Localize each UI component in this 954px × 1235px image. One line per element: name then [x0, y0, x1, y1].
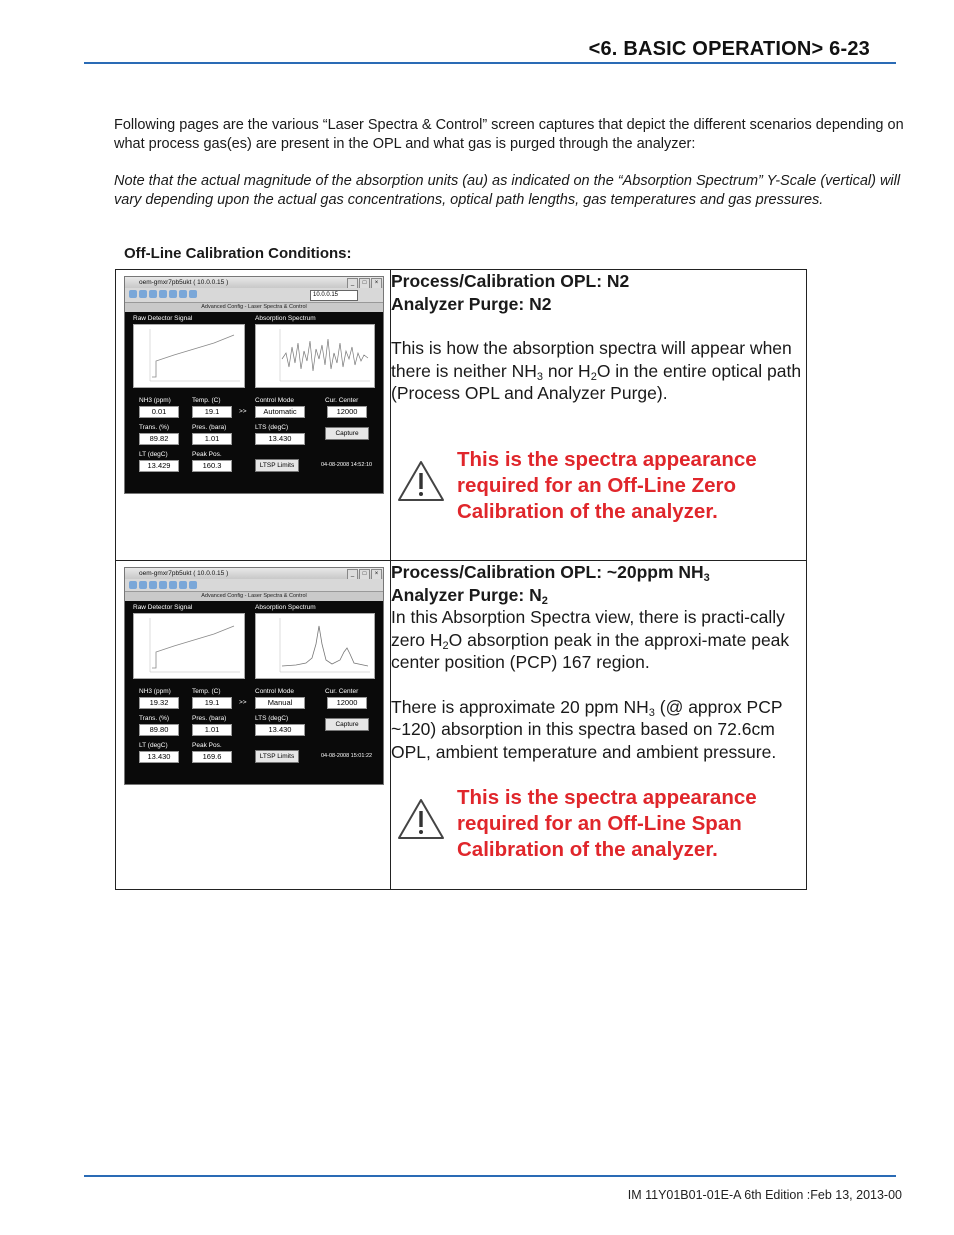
description-text: This is how the absorption spectra will appear when there is neither $NH_3$ nor $H_2O$ in the entire optical path (Process OPL and Analyzer Purge).: [391, 338, 802, 403]
toolbar-icon: [149, 581, 157, 589]
temp-value: 19.1: [192, 406, 232, 418]
pres-value: 1.01: [192, 724, 232, 736]
toolbar-icon: [159, 581, 167, 589]
pres-label: Pres. (bara): [192, 424, 227, 431]
toolbar-icon: [189, 581, 197, 589]
close-icon: ×: [371, 569, 382, 580]
control-mode-value: Manual: [255, 697, 305, 709]
screenshot-cell: [116, 561, 391, 890]
screen-subtitle: Advanced Config - Laser Spectra & Control: [125, 303, 383, 312]
browser-toolbar: [125, 288, 383, 303]
table-row: [116, 270, 807, 561]
cur-center-value: 12000: [327, 697, 367, 709]
timestamp: 04-08-2008 14:52:10: [321, 462, 373, 468]
calibration-table: [115, 269, 807, 890]
intro-text: [114, 116, 904, 228]
lt-label: LT (degC): [139, 451, 168, 458]
absorption-graph: [255, 613, 375, 679]
toolbar-icon: [169, 581, 177, 589]
spectra-screenshot-zero: [124, 276, 384, 494]
footer-rule: [84, 1175, 896, 1177]
timestamp: 04-08-2008 15:01:22: [321, 753, 373, 759]
maximize-icon: □: [359, 278, 370, 289]
toolbar-icon: [169, 290, 177, 298]
arrow-label: >>: [239, 699, 247, 706]
absorption-graph: [255, 324, 375, 388]
screenshot-cell: [116, 270, 391, 561]
description-cell: [391, 561, 807, 890]
toolbar-icon: [179, 581, 187, 589]
control-mode-label: Control Mode: [255, 397, 295, 404]
trans-value: 89.82: [139, 433, 179, 445]
lt-label: LT (degC): [139, 742, 168, 749]
ltsp-limits-button: LTSP Limits: [255, 459, 299, 472]
lts-label: LTS (degC): [255, 424, 289, 431]
warning-triangle-icon: [397, 797, 445, 841]
control-mode-value: Automatic: [255, 406, 305, 418]
description-cell: [391, 270, 807, 561]
temp-label: Temp. (C): [192, 688, 221, 695]
toolbar-icon: [129, 290, 137, 298]
raw-detector-graph: [133, 613, 245, 679]
peak-value: 169.6: [192, 751, 232, 763]
ltsp-limits-button: LTSP Limits: [255, 750, 299, 763]
control-mode-label: Control Mode: [255, 688, 295, 695]
peak-label: Peak Pos.: [192, 742, 222, 749]
lts-value: 13.430: [255, 724, 305, 736]
page-title: <6. BASIC OPERATION> 6-23: [588, 38, 870, 60]
nh3-value: 0.01: [139, 406, 179, 418]
opl-heading: Process/Calibration OPL: N2: [391, 271, 630, 291]
section-title: Off-Line Calibration Conditions:: [124, 245, 352, 262]
temp-label: Temp. (C): [192, 397, 221, 404]
window-titlebar: [125, 568, 383, 579]
toolbar-icon: [129, 581, 137, 589]
close-icon: ×: [371, 278, 382, 289]
nh3-label: NH3 (ppm): [139, 688, 171, 695]
lts-value: 13.430: [255, 433, 305, 445]
footer-text: IM 11Y01B01-01E-A 6th Edition :Feb 13, 2013-00: [627, 1188, 902, 1202]
window-title: oem-gmxr7pb5ukt ( 10.0.0.15 ): [139, 279, 229, 286]
warning-text: This is the spectra appearance required for an Off-Line Span Calibration of the analyzer.: [457, 786, 757, 861]
lt-value: 13.430: [139, 751, 179, 763]
intro-paragraph: Following pages are the various “Laser Spectra & Control” screen captures that depict the different scenarios depending on what process gas(es) are present in the OPL and what gas is purged through the analyzer:: [114, 117, 904, 152]
trans-label: Trans. (%): [139, 424, 170, 431]
opl-heading: Process/Calibration OPL: ~20ppm $NH_3$: [391, 562, 710, 584]
warning-text: This is the spectra appearance required for an Off-Line Zero Calibration of the analyzer.: [457, 447, 757, 523]
purge-heading: Analyzer Purge: $N_2$: [391, 584, 548, 607]
description-text: There is approximate 20 ppm $NH_3$ (@ approx PCP ~120) absorption in this spectra based on 72.6cm OPL, ambient temperature and ambient pressure.: [391, 696, 783, 762]
purge-heading: Analyzer Purge: N2: [391, 293, 552, 314]
nh3-label: NH3 (ppm): [139, 397, 171, 404]
toolbar-icon: [189, 290, 197, 298]
lts-label: LTS (degC): [255, 715, 289, 722]
warning-block: [391, 447, 806, 525]
minimize-icon: _: [347, 569, 358, 580]
absorption-label: Absorption Spectrum: [255, 604, 316, 611]
pres-label: Pres. (bara): [192, 715, 227, 722]
raw-signal-label: Raw Detector Signal: [133, 604, 193, 611]
toolbar-icon: [139, 290, 147, 298]
window-title: oem-gmxr7pb5ukt ( 10.0.0.15 ): [139, 570, 229, 577]
trans-value: 89.80: [139, 724, 179, 736]
arrow-label: >>: [239, 408, 247, 415]
toolbar-icon: [149, 290, 157, 298]
toolbar-icon: [139, 581, 147, 589]
cur-center-value: 12000: [327, 406, 367, 418]
pres-value: 1.01: [192, 433, 232, 445]
minimize-icon: _: [347, 278, 358, 289]
raw-signal-label: Raw Detector Signal: [133, 315, 193, 322]
peak-value: 160.3: [192, 460, 232, 472]
maximize-icon: □: [359, 569, 370, 580]
window-titlebar: [125, 277, 383, 288]
peak-label: Peak Pos.: [192, 451, 222, 458]
table-row: [116, 561, 807, 890]
absorption-label: Absorption Spectrum: [255, 315, 316, 322]
header-rule: [84, 62, 896, 64]
address-field: 10.0.0.15: [310, 290, 358, 301]
screen-subtitle: Advanced Config - Laser Spectra & Control: [125, 592, 383, 601]
warning-triangle-icon: [397, 459, 445, 503]
description-text: In this Absorption Spectra view, there is practi-cally zero $H_2O$ absorption peak in the approxi-mate peak center position (PCP) 167 region.: [391, 607, 790, 672]
warning-block: [391, 785, 806, 863]
toolbar-icon: [159, 290, 167, 298]
cur-center-label: Cur. Center: [325, 688, 359, 695]
cur-center-label: Cur. Center: [325, 397, 359, 404]
raw-detector-graph: [133, 324, 245, 388]
capture-button: Capture: [325, 718, 369, 731]
intro-note: Note that the actual magnitude of the absorption units (au) as indicated on the “Absorption Spectrum” Y-Scale (vertical) will vary depending upon the actual gas concentrations, optical path lengths, gas temperatures and gas pressures.: [114, 173, 901, 208]
temp-value: 19.1: [192, 697, 232, 709]
spectra-screenshot-span: [124, 567, 384, 785]
toolbar-icon: [179, 290, 187, 298]
nh3-value: 19.32: [139, 697, 179, 709]
trans-label: Trans. (%): [139, 715, 170, 722]
lt-value: 13.429: [139, 460, 179, 472]
capture-button: Capture: [325, 427, 369, 440]
browser-toolbar: [125, 579, 383, 592]
